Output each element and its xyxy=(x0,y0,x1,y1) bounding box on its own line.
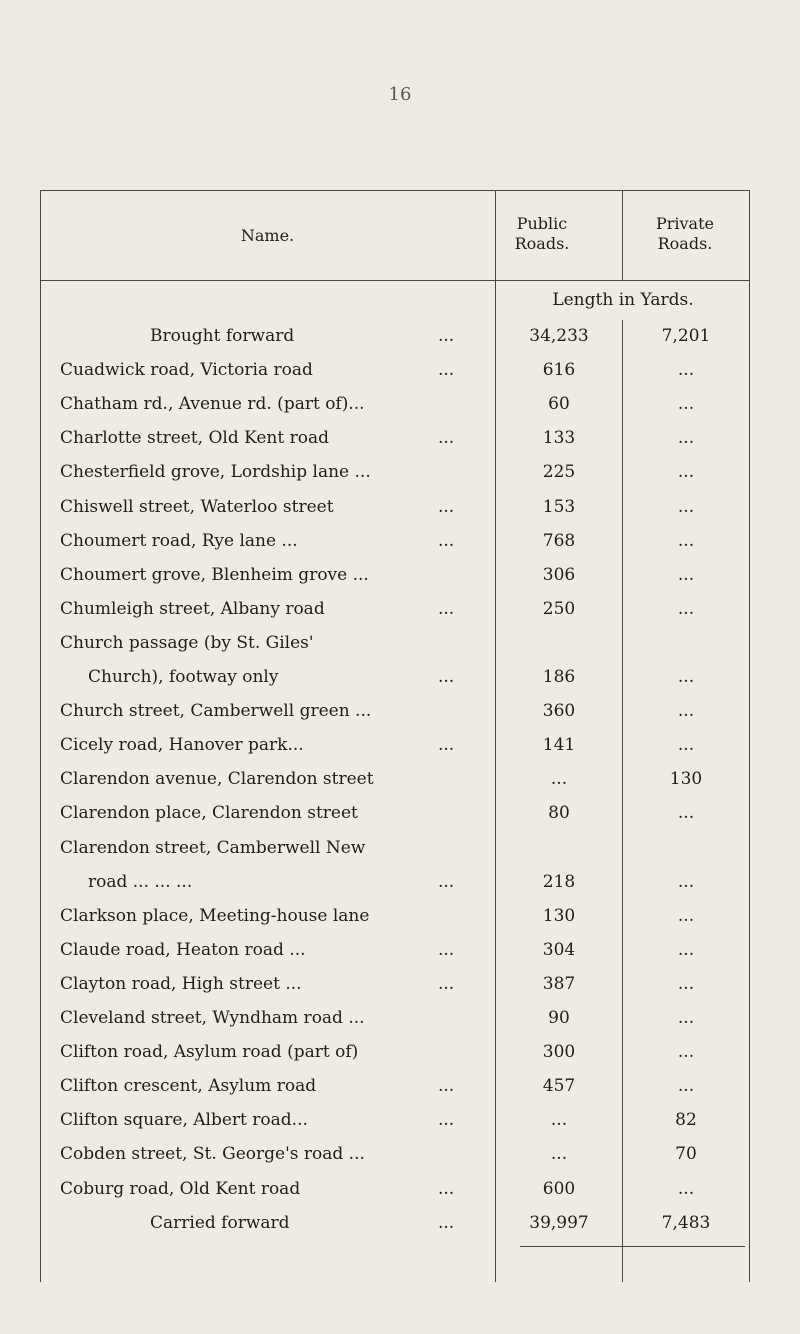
table-row-private: ... xyxy=(677,462,695,482)
table-row-private: ... xyxy=(677,735,695,755)
table-row-leader: ... xyxy=(438,872,455,892)
header-public-roads: Public Roads. xyxy=(514,214,570,253)
table-row-name: Clifton square, Albert road... xyxy=(60,1110,308,1130)
table-row-name: Clarkson place, Meeting-house lane xyxy=(60,906,370,926)
table-row-leader: ... xyxy=(438,1076,455,1096)
header-private-roads: Private Roads. xyxy=(655,214,714,253)
table-row-name: Cobden street, St. George's road ... xyxy=(60,1144,365,1164)
table-row-leader: ... xyxy=(438,497,455,517)
table-row-private: ... xyxy=(677,1008,695,1028)
table-row-name: Church passage (by St. Giles' xyxy=(60,633,314,653)
table-row-name: Cicely road, Hanover park... xyxy=(60,735,304,755)
table-row-name: Charlotte street, Old Kent road xyxy=(60,428,329,448)
table-row-public: 186 xyxy=(542,667,576,687)
table-row-name: Brought forward xyxy=(150,326,295,346)
table-row-public: 600 xyxy=(542,1179,576,1199)
table-row-private: ... xyxy=(677,906,695,926)
table-row-name: Chumleigh street, Albany road xyxy=(60,599,325,619)
table-row-public: 218 xyxy=(542,872,576,892)
left-rule xyxy=(40,190,41,1282)
table-row-leader: ... xyxy=(438,326,455,346)
table-row-public: 39,997 xyxy=(529,1213,589,1233)
table-row-public xyxy=(496,631,622,655)
table-row-name: Clifton road, Asylum road (part of) xyxy=(60,1042,359,1062)
table-row-private: ... xyxy=(677,531,695,551)
table-row-name: Clarendon avenue, Clarendon street xyxy=(60,769,374,789)
table-row-leader: ... xyxy=(438,1110,455,1130)
table-row-public: 387 xyxy=(542,974,576,994)
private-header-divider xyxy=(622,190,623,280)
table-row-private: ... xyxy=(677,497,695,517)
table-row-name: Coburg road, Old Kent road xyxy=(60,1179,301,1199)
table-row-leader: ... xyxy=(438,667,455,687)
table-row-name: Cuadwick road, Victoria road xyxy=(60,360,313,380)
table-row-public: 153 xyxy=(542,497,576,517)
table-row-public: 457 xyxy=(542,1076,576,1096)
table-row-name: Choumert road, Rye lane ... xyxy=(60,531,298,551)
table-row-private: 7,483 xyxy=(661,1213,711,1233)
table-row-private: ... xyxy=(677,1042,695,1062)
table-row-private: ... xyxy=(677,599,695,619)
table-row-private: ... xyxy=(677,360,695,380)
table-row-public: 768 xyxy=(542,531,576,551)
table-row-name: Carried forward xyxy=(150,1213,290,1233)
table-row-public: 80 xyxy=(548,803,570,823)
table-row-leader: ... xyxy=(438,1179,455,1199)
table-row-private: 82 xyxy=(675,1110,697,1130)
table-row-public xyxy=(496,836,622,860)
table-row-private: ... xyxy=(677,394,695,414)
table-row-public: 34,233 xyxy=(529,326,589,346)
table-row-private: 130 xyxy=(669,769,703,789)
table-row-private: ... xyxy=(677,974,695,994)
table-row-public: 304 xyxy=(542,940,576,960)
header-name: Name. xyxy=(240,226,295,245)
table-row-public: 300 xyxy=(542,1042,576,1062)
table-row-name: Cleveland street, Wyndham road ... xyxy=(60,1008,365,1028)
table-row-public: 360 xyxy=(542,701,576,721)
table-row-private: ... xyxy=(677,667,695,687)
table-row-name: Church), footway only xyxy=(88,667,279,687)
table-row-public: 130 xyxy=(542,906,576,926)
table-row-public: ... xyxy=(550,1144,568,1164)
table-row-public: ... xyxy=(550,769,568,789)
table-row-name: Clarendon place, Clarendon street xyxy=(60,803,358,823)
table-row-leader: ... xyxy=(438,599,455,619)
table-row-public: 250 xyxy=(542,599,576,619)
table-row-private: ... xyxy=(677,872,695,892)
table-row-private: ... xyxy=(677,1076,695,1096)
table-row-leader: ... xyxy=(438,1213,455,1233)
table-row-private: ... xyxy=(677,701,695,721)
table-row-name: Church street, Camberwell green ... xyxy=(60,701,372,721)
table-row-name: Clarendon street, Camberwell New xyxy=(60,838,366,858)
header-bottom-rule xyxy=(40,280,750,281)
table-row-public: 306 xyxy=(542,565,576,585)
table-row-leader: ... xyxy=(438,360,455,380)
table-row-public: 90 xyxy=(548,1008,570,1028)
table-row-public: 225 xyxy=(542,462,576,482)
table-row-name: Clayton road, High street ... xyxy=(60,974,302,994)
table-row-name: Choumert grove, Blenheim grove ... xyxy=(60,565,369,585)
table-row-public: 141 xyxy=(542,735,576,755)
table-row-leader: ... xyxy=(438,940,455,960)
table-row-public: 60 xyxy=(548,394,570,414)
total-rule xyxy=(520,1246,745,1247)
table-row-private: 70 xyxy=(675,1144,697,1164)
page-number: 16 xyxy=(388,84,412,105)
table-row-leader: ... xyxy=(438,428,455,448)
units-label: Length in Yards. xyxy=(552,290,694,310)
table-row-name: Claude road, Heaton road ... xyxy=(60,940,306,960)
table-row-public: 133 xyxy=(542,428,576,448)
table-row-private: ... xyxy=(677,428,695,448)
table-row-name: road ... ... ... xyxy=(88,872,193,892)
table-row-private: ... xyxy=(677,1179,695,1199)
table-row-name: Chatham rd., Avenue rd. (part of)... xyxy=(60,394,365,414)
table-row-private xyxy=(623,836,749,860)
table-row-name: Chiswell street, Waterloo street xyxy=(60,497,334,517)
table-row-public: ... xyxy=(550,1110,568,1130)
table-row-leader: ... xyxy=(438,531,455,551)
table-row-name: Clifton crescent, Asylum road xyxy=(60,1076,317,1096)
table-row-name: Chesterfield grove, Lordship lane ... xyxy=(60,462,371,482)
table-row-leader: ... xyxy=(438,974,455,994)
right-rule xyxy=(749,190,750,1282)
table-row-leader: ... xyxy=(438,735,455,755)
top-rule xyxy=(40,190,750,191)
table-row-private: ... xyxy=(677,565,695,585)
roads-table xyxy=(40,190,750,1282)
table-row-public: 616 xyxy=(542,360,576,380)
table-row-private xyxy=(623,631,749,655)
table-row-private: 7,201 xyxy=(661,326,711,346)
table-row-private: ... xyxy=(677,940,695,960)
table-row-private: ... xyxy=(677,803,695,823)
